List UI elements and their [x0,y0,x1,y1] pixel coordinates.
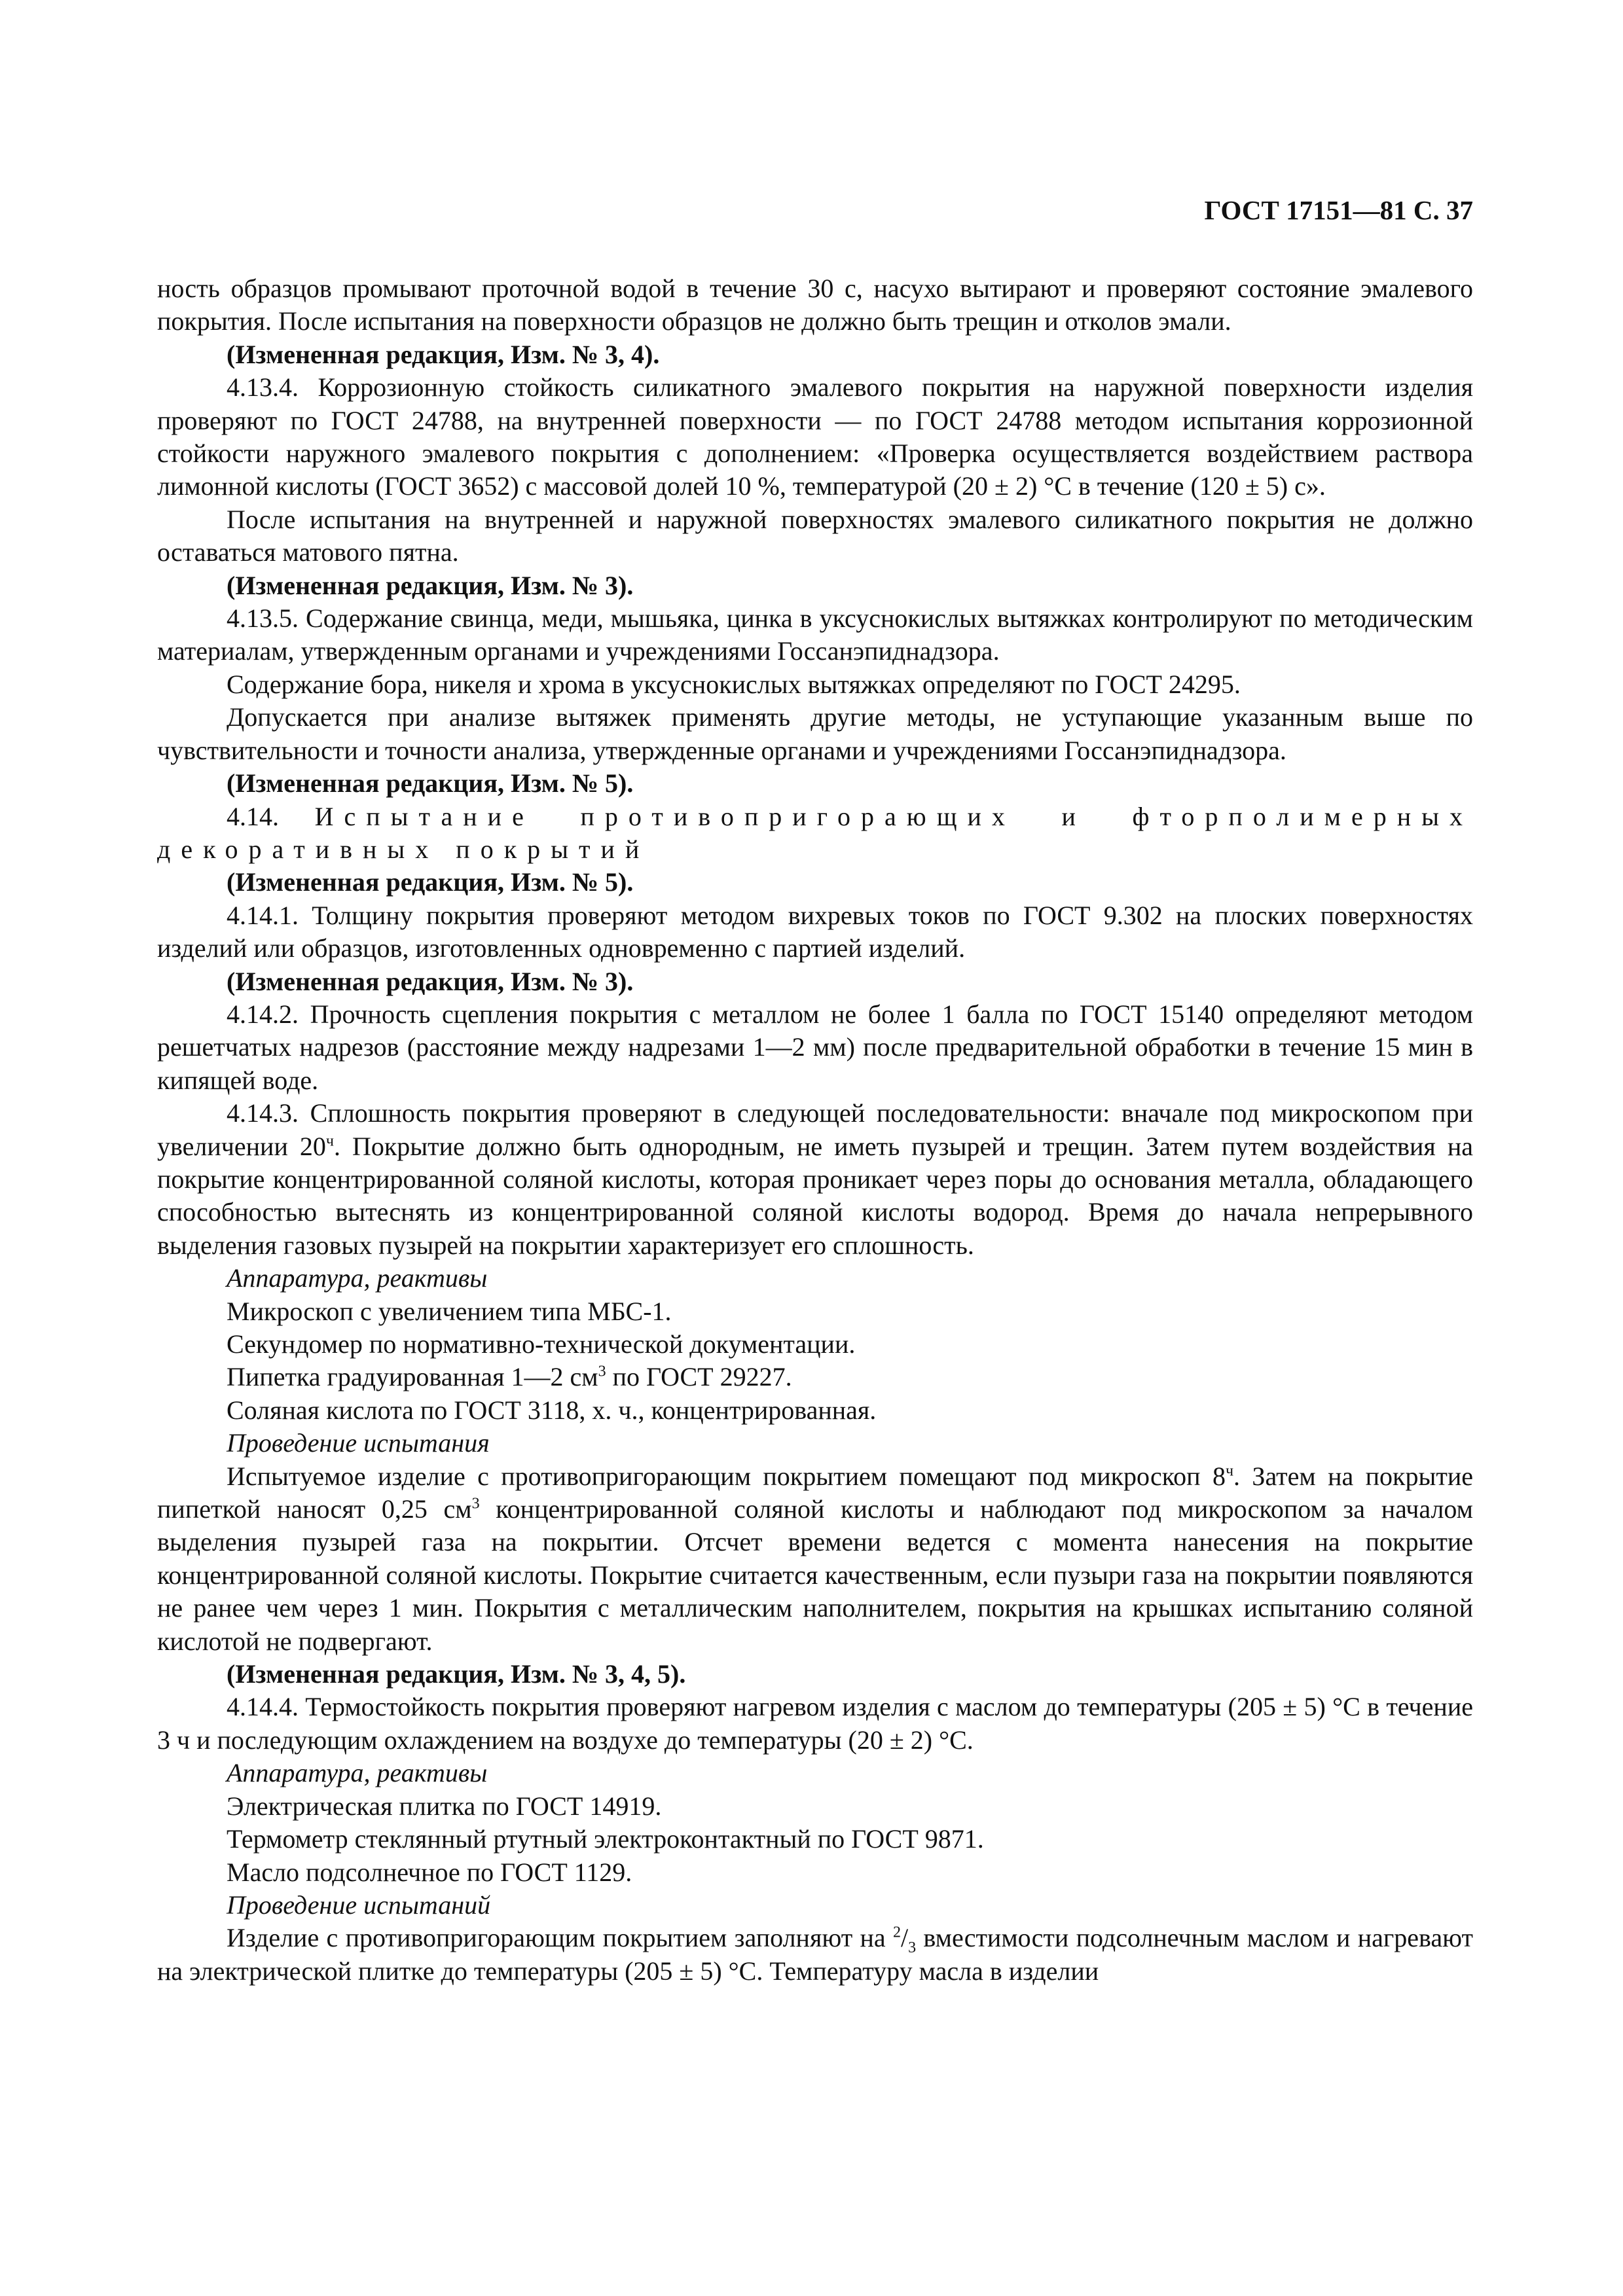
paragraph-4-14-2: 4.14.2. Прочность сцепления покрытия с металлом не более 1 балла по ГОСТ 15140 определяют методом решетчатых надрезов (расстояние между надрезами 1—2 мм) после предварительной обработки в течение 15 мин в кипящей воде. [157,999,1473,1095]
list-item: Масло подсолнечное по ГОСТ 1129. [227,1857,632,1887]
revision-note: (Измененная редакция, Изм. № 3). [227,966,634,996]
paragraph: Допускается при анализе вытяжек применять другие методы, не уступающие указанным выше по чувствительности и точности анализа, утвержденные органами и учреждениями Госсанэпиднадзора. [157,702,1473,765]
revision-note: (Измененная редакция, Изм. № 3). [227,570,634,600]
section-title-spaced: Испытание противопригорающих и фторполимерных декоративных покрытий [157,801,1474,864]
paragraph-4-14-3: 4.14.3. Сплошность покрытия проверяют в следующей последовательности: вначале под микроскопом при увеличении $20^ч$. Покрытие должно быть однородным, не иметь пузырей и трещин. Затем путем воздействия на покрытие концентрированной соляной кислоты, которая проникает через поры до основания металла, обладающего способностью вытеснять из концентрированной соляной кислоты водород. Время до начала непрерывного выделения газовых пузырей на покрытии характеризует его сплошность. [157,1098,1473,1260]
revision-note: (Измененная редакция, Изм. № 5). [227,768,634,798]
paragraph: После испытания на внутренней и наружной поверхностях эмалевого силикатного покрытия не должно оставаться матового пятна. [157,504,1473,567]
list-item: Термометр стеклянный ртутный электроконтактный по ГОСТ 9871. [227,1824,984,1854]
subheading-procedure: Проведение испытаний [227,1890,491,1920]
revision-note: (Измененная редакция, Изм. № 5). [227,867,634,897]
paragraph-4-14-4: 4.14.4. Термостойкость покрытия проверяют нагревом изделия с маслом до температуры (205 ± 5) °С в течение 3 ч и последующим охлаждением на воздухе до температуры (20 ± 2) °С. [157,1692,1473,1755]
list-item: Электрическая плитка по ГОСТ 14919. [227,1791,662,1821]
paragraph-continuation: ность образцов промывают проточной водой в течение 30 с, насухо вытирают и проверяют состояние эмалевого покрытия. После испытания на поверхности образцов не должно быть трещин и отколов эмали. [157,274,1473,336]
document-body [157,272,1473,1988]
list-item: Секундомер по нормативно-технической документации. [227,1329,856,1359]
paragraph-procedure: Изделие с противопригорающим покрытием заполняют на $^2/_3$ вместимости подсолнечным маслом и нагревают на электрической плитке до температуры (205 ± 5) °С. Температуру масла в изделии [157,1923,1473,1986]
revision-note: (Измененная редакция, Изм. № 3, 4, 5). [227,1659,686,1689]
list-item: Пипетка градуированная 1—2 $см^3$ по ГОСТ 29227. [227,1362,792,1392]
subheading-apparatus: Аппаратура, реактивы [227,1758,488,1788]
paragraph-4-13-5: 4.13.5. Содержание свинца, меди, мышьяка, цинка в уксуснокислых вытяжках контролируют по методическим материалам, утвержденным органами и учреждениями Госсанэпиднадзора. [157,603,1473,666]
paragraph: Содержание бора, никеля и хрома в уксуснокислых вытяжках определяют по ГОСТ 24295. [227,669,1241,699]
revision-note: (Измененная редакция, Изм. № 3, 4). [227,339,660,369]
document-page [157,0,1473,2296]
paragraph-4-14-1: 4.14.1. Толщину покрытия проверяют методом вихревых токов по ГОСТ 9.302 на плоских поверхностях изделий или образцов, изготовленных одновременно с партией изделий. [157,900,1473,963]
section-heading-4-14 [157,800,1473,867]
paragraph-4-13-4: 4.13.4. Коррозионную стойкость силикатного эмалевого покрытия на наружной поверхности изделия проверяют по ГОСТ 24788, на внутренней поверхности — по ГОСТ 24788 методом испытания коррозионной стойкости наружного эмалевого покрытия с дополнением: «Проверка осуществляется воздействием раствора лимонной кислоты (ГОСТ 3652) с массовой долей 10 %, температурой (20 ± 2) °С в течение (120 ± 5) с». [157,372,1473,501]
subheading-apparatus: Аппаратура, реактивы [227,1263,488,1293]
subheading-procedure: Проведение испытания [227,1428,490,1458]
list-item: Соляная кислота по ГОСТ 3118, х. ч., концентрированная. [227,1395,877,1425]
list-item: Микроскоп с увеличением типа МБС-1. [227,1296,672,1326]
section-number: 4.14. [227,801,279,831]
paragraph-procedure: Испытуемое изделие с противопригорающим покрытием помещают под микроскоп $8^ч$. Затем на покрытие пипеткой наносят 0,25 $см^3$ концентрированной соляной кислоты и наблюдают под микроскопом за началом выделения пузырей газа на покрытии. Отсчет времени ведется с момента нанесения на покрытие концентрированной соляной кислоты. Покрытие считается качественным, если пузыри газа на покрытии появляются не ранее чем через 1 мин. Покрытия с металлическим наполнителем, покрытия на крышках испытанию соляной кислотой не подвергают. [157,1461,1473,1656]
page-header: ГОСТ 17151—81 С. 37 [1204,195,1473,225]
